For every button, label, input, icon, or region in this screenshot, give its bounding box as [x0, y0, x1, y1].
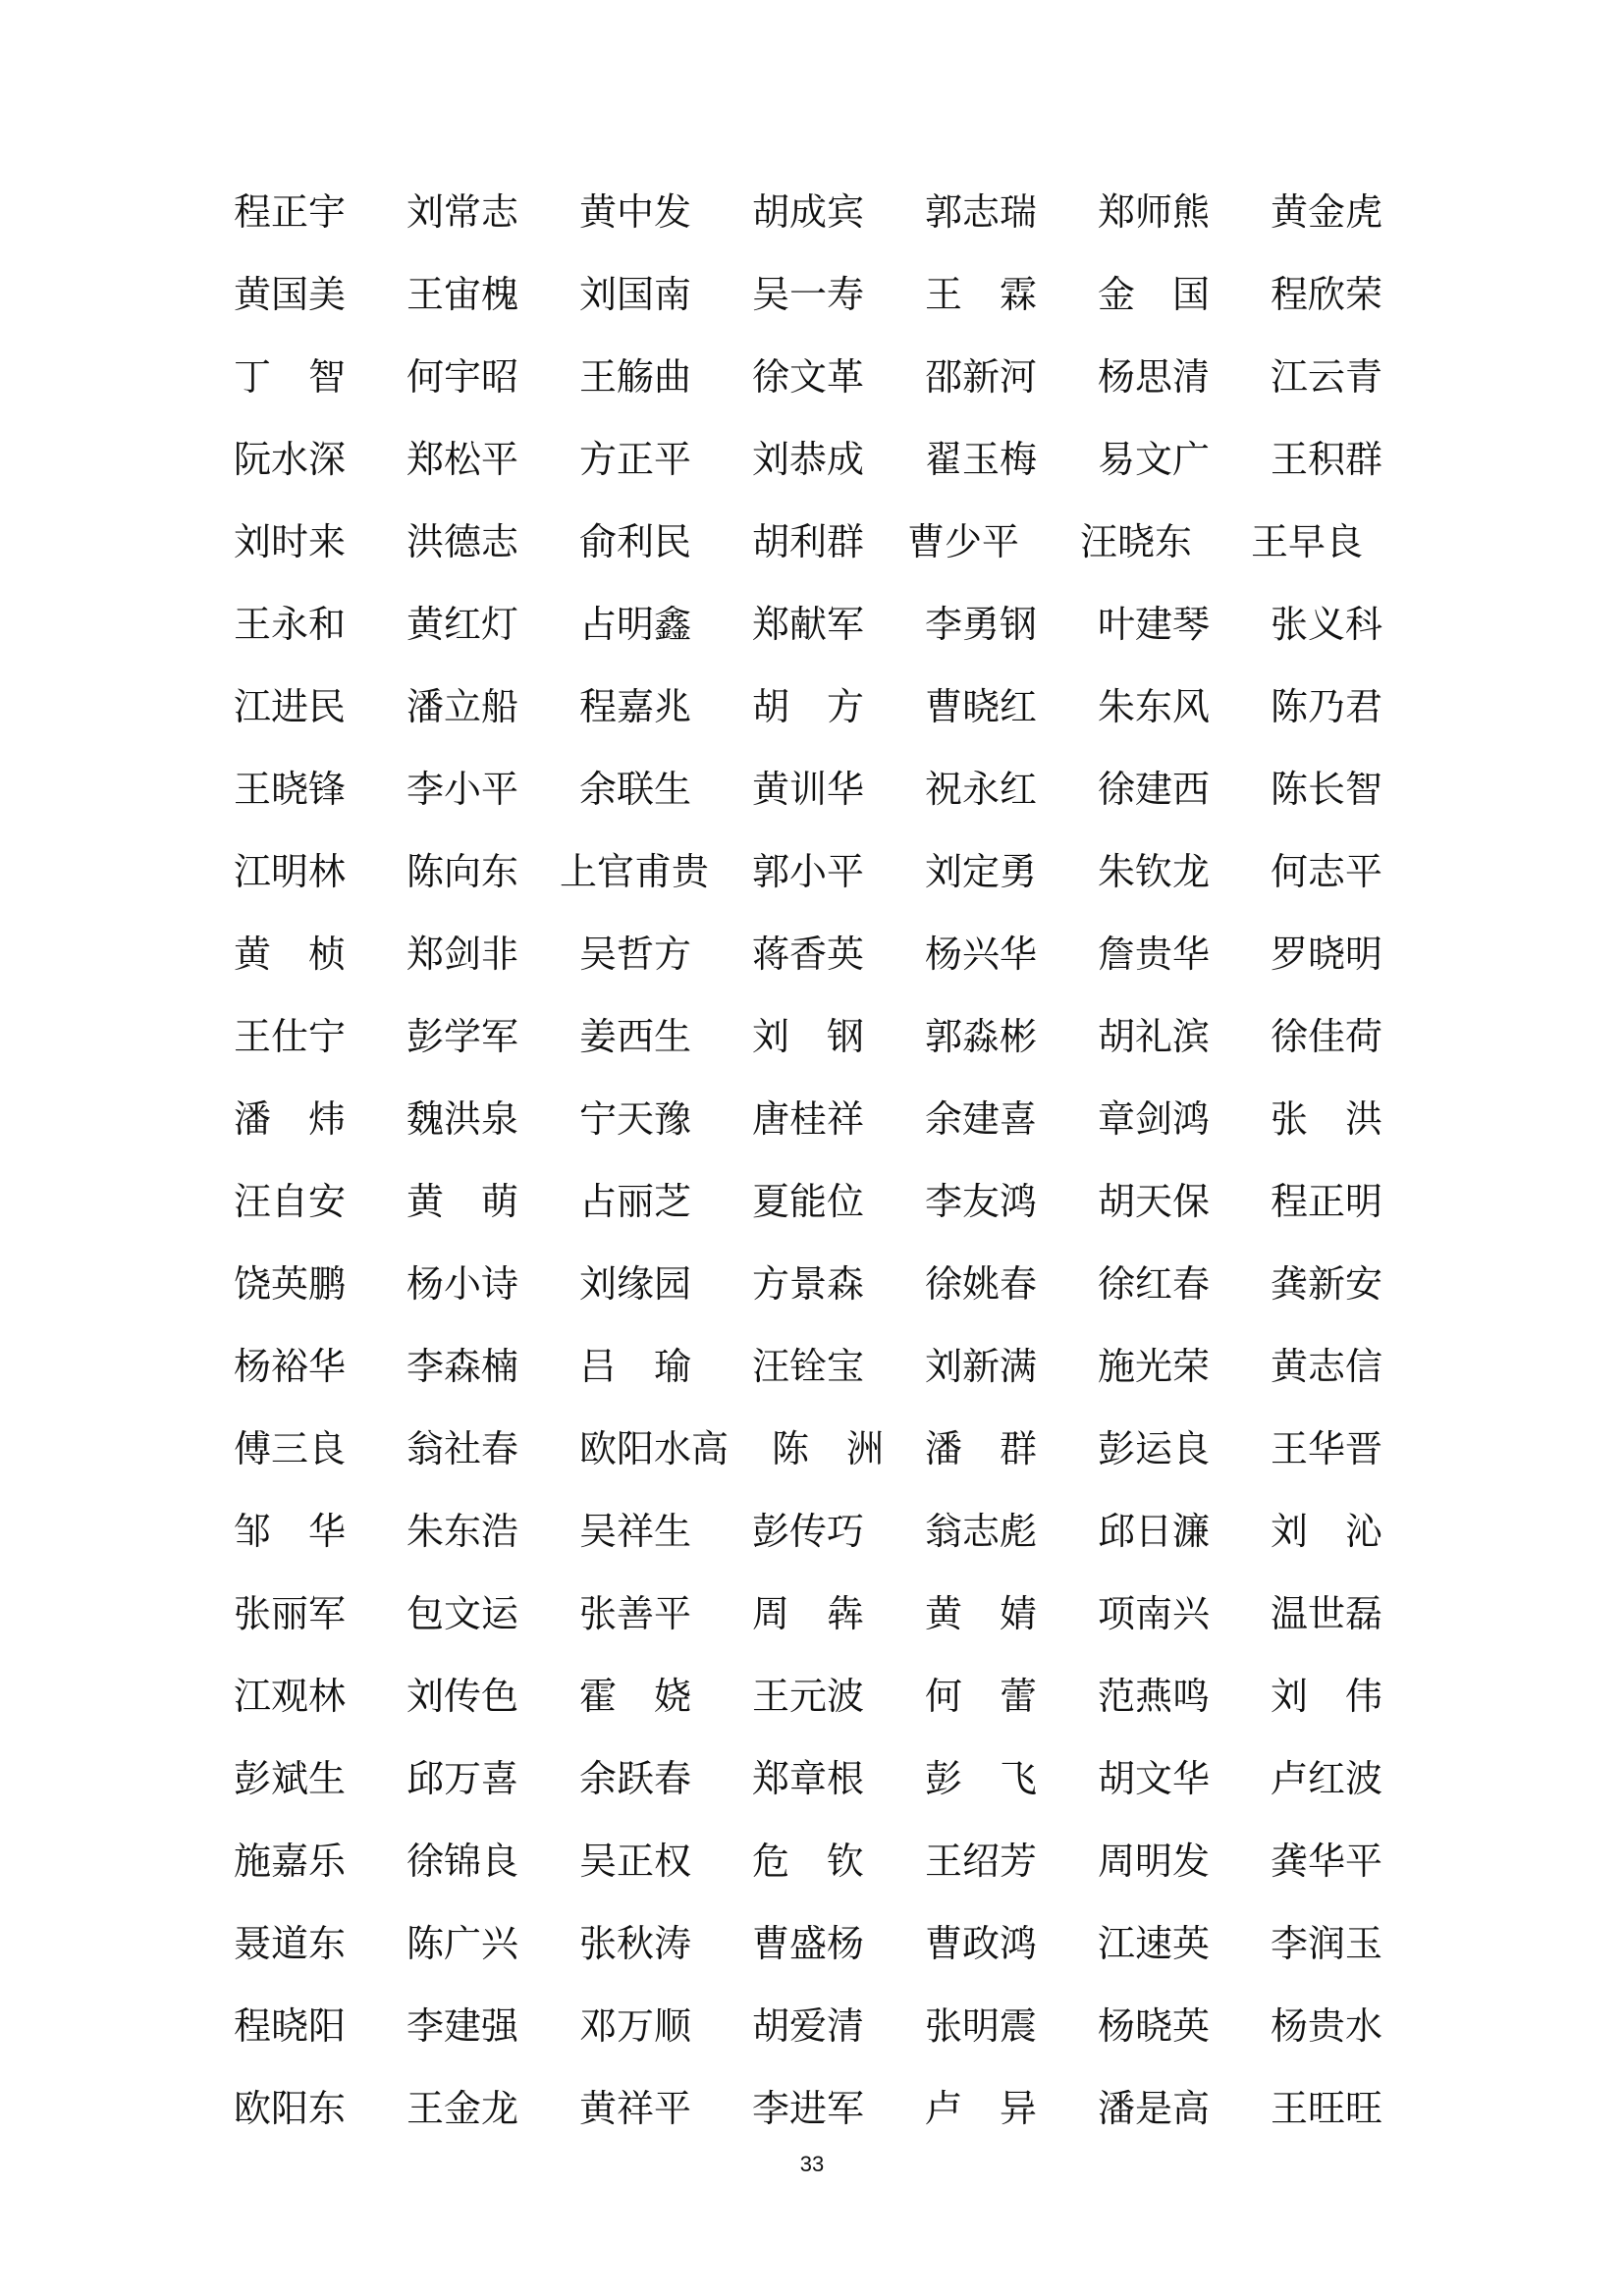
name-entry: 王宙槐: [406, 273, 519, 316]
name-entry: 王金龙: [406, 2087, 519, 2130]
name-entry: 彭传巧: [752, 1510, 865, 1553]
name-entry: 霍 娆: [579, 1675, 692, 1718]
name-row: [234, 1747, 1392, 1830]
name-entry: 朱钦龙: [1098, 850, 1211, 893]
name-entry: 李小平: [406, 768, 519, 811]
name-row: [234, 1253, 1392, 1335]
name-entry: 王永和: [234, 603, 347, 646]
name-entry: 郑松平: [406, 438, 519, 481]
name-entry: 王旺旺: [1271, 2087, 1383, 2130]
name-row: [234, 1335, 1392, 1417]
name-entry: 程欣荣: [1271, 273, 1383, 316]
name-entry: 黄 婧: [925, 1592, 1038, 1635]
name-entry: 欧阳水高: [579, 1427, 730, 1470]
name-entry: 李友鸿: [925, 1180, 1038, 1223]
name-entry: 陈乃君: [1271, 685, 1383, 728]
name-entry: 王 霖: [925, 273, 1038, 316]
name-entry: 翁社春: [406, 1427, 519, 1470]
name-entry: 彭运良: [1098, 1427, 1211, 1470]
name-entry: 徐建西: [1098, 768, 1211, 811]
name-entry: 黄中发: [579, 190, 692, 234]
name-entry: 黄训华: [752, 768, 865, 811]
name-row: [234, 1170, 1392, 1253]
name-entry: 江速英: [1098, 1922, 1211, 1965]
name-entry: 洪德志: [406, 520, 519, 563]
name-entry: 项南兴: [1098, 1592, 1211, 1635]
name-entry: 刘缘园: [579, 1262, 692, 1306]
name-entry: 叶建琴: [1098, 603, 1211, 646]
name-entry: 刘国南: [579, 273, 692, 316]
name-entry: 何宇昭: [406, 355, 519, 399]
name-entry: 宁天豫: [579, 1097, 692, 1141]
name-entry: 蒋香英: [752, 933, 865, 976]
name-entry: 邓万顺: [579, 2004, 692, 2048]
name-entry: 彭斌生: [234, 1757, 347, 1800]
name-entry: 徐文革: [752, 355, 865, 399]
name-entry: 黄国美: [234, 273, 347, 316]
name-row: [234, 1500, 1392, 1582]
name-row: [234, 1665, 1392, 1747]
name-entry: 黄 萌: [406, 1180, 519, 1223]
name-entry: 汪铨宝: [752, 1345, 865, 1388]
name-entry: 彭学军: [406, 1015, 519, 1058]
name-entry: 王积群: [1271, 438, 1383, 481]
name-entry: 欧阳东: [234, 2087, 347, 2130]
name-entry: 黄金虎: [1271, 190, 1383, 234]
name-entry: 卢 异: [925, 2087, 1038, 2130]
name-entry: 李建强: [406, 2004, 519, 2048]
name-entry: 吴祥生: [579, 1510, 692, 1553]
name-row: [234, 758, 1392, 840]
name-entry: 胡天保: [1098, 1180, 1211, 1223]
name-entry: 何 蕾: [925, 1675, 1038, 1718]
name-entry: 刘 沁: [1271, 1510, 1383, 1553]
name-entry: 陈长智: [1271, 768, 1383, 811]
name-entry: 温世磊: [1271, 1592, 1383, 1635]
name-row: [234, 840, 1392, 923]
name-row: [234, 428, 1392, 510]
name-entry: 潘 群: [925, 1427, 1038, 1470]
name-entry: 徐佳荷: [1271, 1015, 1383, 1058]
name-row: [234, 1912, 1392, 1995]
name-entry: 张秋涛: [579, 1922, 692, 1965]
name-entry: 郭淼彬: [925, 1015, 1038, 1058]
name-entry: 占丽芝: [579, 1180, 692, 1223]
name-entry: 曹政鸿: [925, 1922, 1038, 1965]
name-entry: 江进民: [234, 685, 347, 728]
name-entry: 张 洪: [1271, 1097, 1383, 1141]
name-entry: 朱东风: [1098, 685, 1211, 728]
name-entry: 吕 瑜: [579, 1345, 692, 1388]
name-entry: 刘新满: [925, 1345, 1038, 1388]
name-row: [234, 1088, 1392, 1170]
name-entry: 杨贵水: [1271, 2004, 1383, 2048]
name-entry: 吴哲方: [579, 933, 692, 976]
name-entry: 余联生: [579, 768, 692, 811]
name-entry: 王早良: [1251, 520, 1364, 563]
name-entry: 彭 飞: [925, 1757, 1038, 1800]
name-entry: 李进军: [752, 2087, 865, 2130]
name-entry: 周 犇: [752, 1592, 865, 1635]
name-row: [234, 1417, 1392, 1500]
name-entry: 金 国: [1098, 273, 1211, 316]
name-row: [234, 1582, 1392, 1665]
name-entry: 江云青: [1271, 355, 1383, 399]
name-entry: 黄志信: [1271, 1345, 1383, 1388]
name-entry: 程晓阳: [234, 2004, 347, 2048]
name-entry: 章剑鸿: [1098, 1097, 1211, 1141]
name-entry: 郑师熊: [1098, 190, 1211, 234]
name-entry: 曹晓红: [925, 685, 1038, 728]
name-row: [234, 593, 1392, 675]
name-entry: 张明震: [925, 2004, 1038, 2048]
name-entry: 胡文华: [1098, 1757, 1211, 1800]
name-entry: 郑献军: [752, 603, 865, 646]
page-number: 33: [799, 2152, 825, 2176]
name-entry: 余跃春: [579, 1757, 692, 1800]
name-entry: 方景森: [752, 1262, 865, 1306]
name-row: [234, 263, 1392, 346]
name-row: [234, 1005, 1392, 1088]
name-entry: 刘恭成: [752, 438, 865, 481]
name-entry: 魏洪泉: [406, 1097, 519, 1141]
name-entry: 程正明: [1271, 1180, 1383, 1223]
name-entry: 潘 炜: [234, 1097, 347, 1141]
name-entry: 翟玉梅: [925, 438, 1038, 481]
name-entry: 方正平: [579, 438, 692, 481]
name-row: [234, 346, 1392, 428]
name-entry: 王华晋: [1271, 1427, 1383, 1470]
name-entry: 罗晓明: [1271, 933, 1383, 976]
name-entry: 程正宇: [234, 190, 347, 234]
name-entry: 郭小平: [752, 850, 865, 893]
name-entry: 邹 华: [234, 1510, 347, 1553]
name-entry: 郑剑非: [406, 933, 519, 976]
name-entry: 张善平: [579, 1592, 692, 1635]
name-entry: 詹贵华: [1098, 933, 1211, 976]
name-entry: 杨小诗: [406, 1262, 519, 1306]
name-entry: 聂道东: [234, 1922, 347, 1965]
name-entry: 余建喜: [925, 1097, 1038, 1141]
name-entry: 张丽军: [234, 1592, 347, 1635]
name-row: [234, 1995, 1392, 2077]
name-entry: 陈向东: [406, 850, 519, 893]
name-entry: 徐姚春: [925, 1262, 1038, 1306]
name-entry: 翁志彪: [925, 1510, 1038, 1553]
name-entry: 陈广兴: [406, 1922, 519, 1965]
name-entry: 刘常志: [406, 190, 519, 234]
name-entry: 杨兴华: [925, 933, 1038, 976]
name-entry: 周明发: [1098, 1840, 1211, 1883]
name-entry: 汪自安: [234, 1180, 347, 1223]
name-entry: 郑章根: [752, 1757, 865, 1800]
name-entry: 吴一寿: [752, 273, 865, 316]
name-entry: 陈 洲: [772, 1427, 885, 1470]
name-entry: 占明鑫: [579, 603, 692, 646]
name-row: [234, 181, 1392, 263]
name-entry: 唐桂祥: [752, 1097, 865, 1141]
name-entry: 胡成宾: [752, 190, 865, 234]
name-entry: 胡利群: [752, 520, 865, 563]
name-entry: 王元波: [752, 1675, 865, 1718]
name-entry: 王绍芳: [925, 1840, 1038, 1883]
name-entry: 施光荣: [1098, 1345, 1211, 1388]
name-entry: 江观林: [234, 1675, 347, 1718]
name-entry: 龚新安: [1271, 1262, 1383, 1306]
name-entry: 邱万喜: [406, 1757, 519, 1800]
name-row: [234, 1830, 1392, 1912]
name-entry: 何志平: [1271, 850, 1383, 893]
name-entry: 王觞曲: [579, 355, 692, 399]
name-entry: 郭志瑞: [925, 190, 1038, 234]
name-entry: 邵新河: [925, 355, 1038, 399]
name-entry: 黄 桢: [234, 933, 347, 976]
name-entry: 施嘉乐: [234, 1840, 347, 1883]
name-entry: 李森楠: [406, 1345, 519, 1388]
name-entry: 刘传色: [406, 1675, 519, 1718]
name-entry: 姜西生: [579, 1015, 692, 1058]
name-entry: 杨晓英: [1098, 2004, 1211, 2048]
name-entry: 徐锦良: [406, 1840, 519, 1883]
name-entry: 饶英鹏: [234, 1262, 347, 1306]
name-entry: 程嘉兆: [579, 685, 692, 728]
name-entry: 张义科: [1271, 603, 1383, 646]
name-entry: 王晓锋: [234, 768, 347, 811]
name-entry: 江明林: [234, 850, 347, 893]
name-entry: 胡礼滨: [1098, 1015, 1211, 1058]
name-entry: 危 钦: [752, 1840, 865, 1883]
name-entry: 胡 方: [752, 685, 865, 728]
name-entry: 杨思清: [1098, 355, 1211, 399]
name-entry: 易文广: [1098, 438, 1211, 481]
name-entry: 刘时来: [234, 520, 347, 563]
name-entry: 俞利民: [579, 520, 692, 563]
name-entry: 徐红春: [1098, 1262, 1211, 1306]
name-row: [234, 923, 1392, 1005]
name-entry: 范燕鸣: [1098, 1675, 1211, 1718]
name-entry: 黄祥平: [579, 2087, 692, 2130]
name-entry: 刘 钢: [752, 1015, 865, 1058]
name-entry: 祝永红: [925, 768, 1038, 811]
name-entry: 吴正权: [579, 1840, 692, 1883]
name-entry: 夏能位: [752, 1180, 865, 1223]
name-entry: 上官甫贵: [560, 850, 710, 893]
name-entry: 李润玉: [1271, 1922, 1383, 1965]
name-entry: 胡爱清: [752, 2004, 865, 2048]
name-entry: 潘是高: [1098, 2087, 1211, 2130]
name-entry: 包文运: [406, 1592, 519, 1635]
name-entry: 龚华平: [1271, 1840, 1383, 1883]
name-entry: 丁 智: [234, 355, 347, 399]
name-entry: 汪晓东: [1080, 520, 1193, 563]
name-entry: 杨裕华: [234, 1345, 347, 1388]
name-entry: 刘 伟: [1271, 1675, 1383, 1718]
name-entry: 刘定勇: [925, 850, 1038, 893]
name-entry: 黄红灯: [406, 603, 519, 646]
name-row: [234, 2077, 1392, 2160]
name-entry: 潘立船: [406, 685, 519, 728]
name-row: [234, 510, 1392, 593]
name-entry: 卢红波: [1271, 1757, 1383, 1800]
names-list: [234, 181, 1392, 2160]
name-entry: 曹盛杨: [752, 1922, 865, 1965]
name-entry: 曹少平: [907, 520, 1020, 563]
name-entry: 王仕宁: [234, 1015, 347, 1058]
name-entry: 阮水深: [234, 438, 347, 481]
name-row: [234, 675, 1392, 758]
name-entry: 李勇钢: [925, 603, 1038, 646]
name-entry: 傅三良: [234, 1427, 347, 1470]
name-entry: 邱日濂: [1098, 1510, 1211, 1553]
name-entry: 朱东浩: [406, 1510, 519, 1553]
